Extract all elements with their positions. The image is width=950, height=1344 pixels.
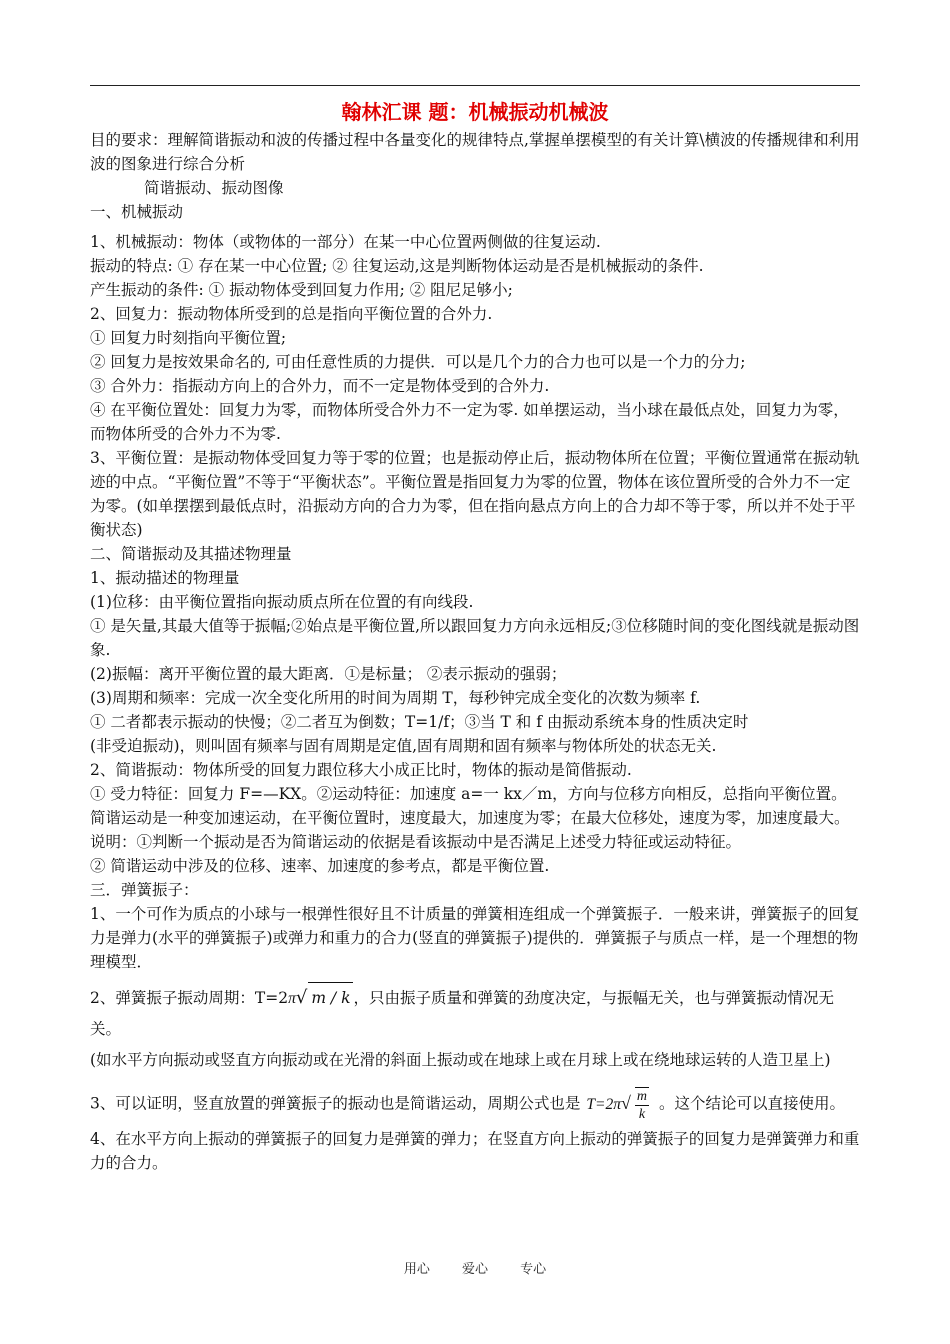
paragraph: ② 简谐运动中涉及的位移、速率、加速度的参考点，都是平衡位置. bbox=[90, 857, 550, 875]
pi-symbol: π bbox=[288, 990, 296, 1007]
footer-item: 用心 bbox=[403, 1262, 430, 1277]
subtopic: 简谐振动、振动图像 bbox=[144, 179, 284, 197]
paragraph: 3、平衡位置：是振动物体受回复力等于零的位置；也是振动停止后，振动物体所在位置；平衡位置通常在振动轨迹的中点。“平衡位置”不等于“平衡状态”。平衡位置是指回复力为零的位置，物体在该位置所受的合外力不一定为零。(如单摆摆到最低点时，沿振动方向的合力为零，但在指向悬点方向上的合力却不等于零，所以并不处于平衡状态) bbox=[90, 449, 860, 539]
paragraph: ① 受力特征：回复力 F=—KX。②运动特征：加速度 a=一 kx／m，方向与位移方向相反，总指向平衡位置。 bbox=[90, 785, 847, 803]
document-body bbox=[90, 98, 860, 1175]
paragraph: ① 二者都表示振动的快慢；②二者互为倒数；T=1/f；③当 T 和 f 由振动系统本身的性质决定时 bbox=[90, 713, 749, 731]
page-title: 翰林汇课 题：机械振动机械波 bbox=[341, 100, 609, 124]
footer-item: 爱心 bbox=[461, 1262, 488, 1277]
paragraph: 1、一个可作为质点的小球与一根弹性很好且不计质量的弹簧相连组成一个弹簧振子．一般来讲，弹簧振子的回复力是弹力(水平的弹簧振子)或弹力和重力的合力(竖直的弹簧振子)提供的．弹簧振子与质点一样，是一个理想的物理模型． bbox=[90, 905, 860, 971]
header-rule bbox=[90, 85, 860, 86]
text-run: 。这个结论可以直接使用。 bbox=[659, 1094, 846, 1113]
formula-fraction bbox=[635, 1087, 649, 1123]
section-heading-3: 三．弹簧振子： bbox=[90, 881, 199, 899]
text-run: ，只由振子质量和弹簧的劲度决定，与振幅无关，也与弹簧振动情况无关。 bbox=[90, 989, 834, 1038]
period-formula bbox=[586, 1086, 653, 1123]
paragraph: 说明：①判断一个振动是否为简谐运动的依据是看该振动中是否满足上述受力特征或运动特征。 bbox=[90, 833, 742, 851]
paragraph: (非受迫振动)，则叫固有频率与固有周期是定值,固有周期和固有频率与物体所处的状态无关. bbox=[90, 737, 717, 755]
paragraph: ② 回复力是按效果命名的, 可由任意性质的力提供．可以是几个力的合力也可以是一个力的分力; bbox=[90, 353, 746, 371]
paragraph: 产生振动的条件: ① 振动物体受到回复力作用; ② 阻尼足够小; bbox=[90, 281, 513, 299]
paragraph-vertical-spring bbox=[90, 1086, 860, 1123]
paragraph: ④ 在平衡位置处：回复力为零，而物体所受合外力不一定为零. 如单摆运动，当小球在最低点处，回复力为零，而物体所受的合外力不为零. bbox=[90, 401, 849, 443]
section-heading-1: 一、机械振动 bbox=[90, 203, 184, 221]
paragraph: 4、在水平方向上振动的弹簧振子的回复力是弹簧的弹力；在竖直方向上振动的弹簧振子的回复力是弹簧弹力和重力的合力。 bbox=[90, 1130, 860, 1173]
paragraph: (1)位移：由平衡位置指向振动质点所在位置的有向线段. bbox=[90, 593, 474, 611]
paragraph: (3)周期和频率：完成一次全变化所用的时间为周期 T，每秒钟完成全变化的次数为频率 f. bbox=[90, 689, 701, 707]
formula-lhs: T bbox=[586, 1096, 595, 1113]
paragraph: 1、机械振动：物体（或物体的一部分）在某一中心位置两侧做的往复运动. bbox=[90, 233, 601, 251]
paragraph: 2、回复力：振动物体所受到的总是指向平衡位置的合外力. bbox=[90, 305, 493, 323]
footer-item: 专心 bbox=[520, 1262, 547, 1277]
paragraph: ① 回复力时刻指向平衡位置; bbox=[90, 329, 287, 347]
paragraph: ① 是矢量,其最大值等于振幅;②始点是平衡位置,所以跟回复力方向永远相反;③位移随时间的变化图线就是振动图象. bbox=[90, 617, 860, 659]
paragraph: ③ 合外力：指振动方向上的合外力，而不一定是物体受到的合外力. bbox=[90, 377, 550, 395]
formula-eq: =2π bbox=[595, 1096, 621, 1113]
formula-numerator: m bbox=[636, 1089, 647, 1105]
paragraph: 简谐运动是一种变加速运动，在平衡位置时，速度最大，加速度为零；在最大位移处，速度为零，加速度最大。 bbox=[90, 809, 850, 827]
paragraph: (2)振幅：离开平衡位置的最大距离．①是标量； ②表示振动的强弱； bbox=[90, 665, 567, 683]
paragraph-period-formula bbox=[90, 982, 860, 1044]
sqrt-icon: √ bbox=[620, 1093, 631, 1113]
formula-radicand: m / k bbox=[308, 982, 353, 1013]
formula-denominator: k bbox=[638, 1107, 646, 1123]
objectives: 目的要求：理解简谐振动和波的传播过程中各量变化的规律特点,掌握单摆模型的有关计算\横波的传播规律和利用波的图象进行综合分析 bbox=[90, 131, 860, 173]
paragraph: 1、振动描述的物理量 bbox=[90, 569, 240, 587]
page-footer bbox=[0, 1258, 950, 1277]
sqrt-icon: √ bbox=[295, 987, 308, 1008]
paragraph: 2、简谐振动：物体所受的回复力跟位移大小成正比时，物体的振动是简偕振动. bbox=[90, 761, 632, 779]
text-run: 2、弹簧振子振动周期：T=2 bbox=[90, 989, 289, 1007]
paragraph: 振动的特点: ① 存在某一中心位置; ② 往复运动,这是判断物体运动是否是机械振动的条件. bbox=[90, 257, 704, 275]
paragraph: (如水平方向振动或竖直方向振动或在光滑的斜面上振动或在地球上或在月球上或在绕地球运转的人造卫星上) bbox=[90, 1051, 831, 1069]
section-heading-2: 二、简谐振动及其描述物理量 bbox=[90, 545, 292, 563]
text-run: 3、可以证明，竖直放置的弹簧振子的振动也是简谐运动，周期公式也是 bbox=[90, 1094, 581, 1113]
